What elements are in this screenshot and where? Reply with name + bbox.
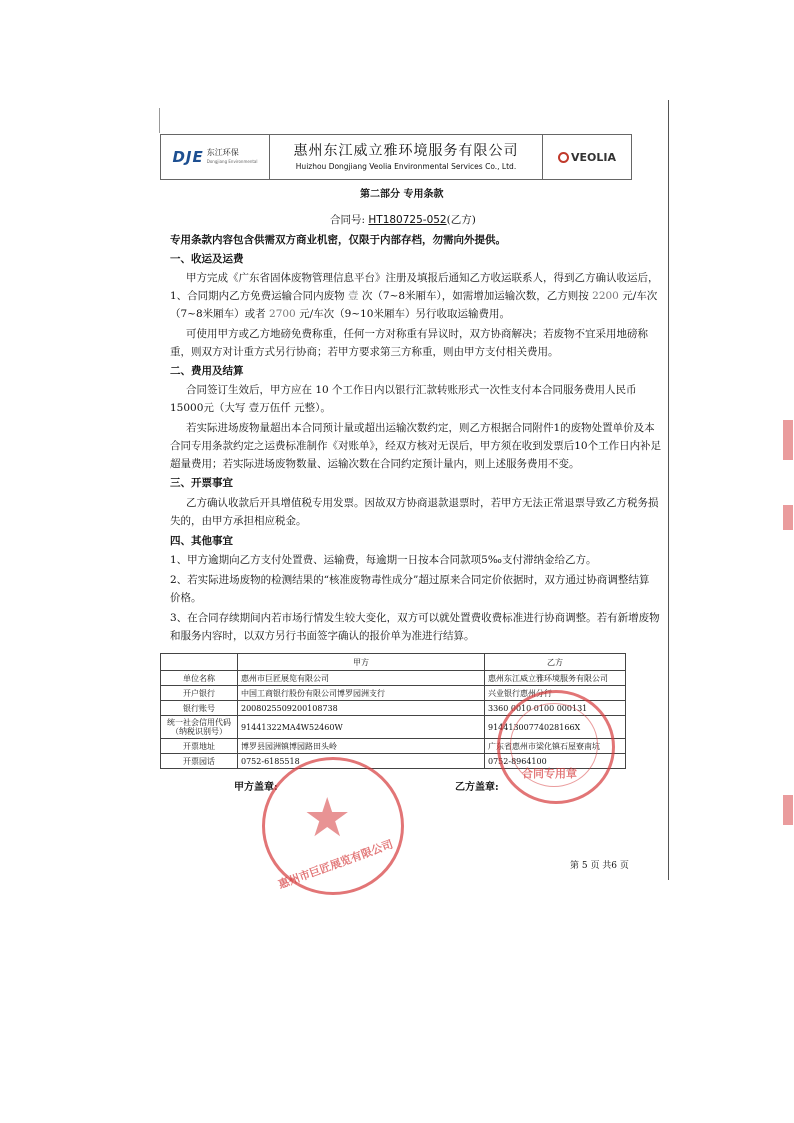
stamp-star-icon: ★ (303, 786, 352, 849)
section-title: 一、收运及运费 (170, 253, 244, 265)
company-name-en: Huizhou Dongjiang Veolia Environmental Services Co., Ltd. (295, 162, 517, 171)
paragraph-line: 重，则双方对计重方式另行协商；若甲方要求第三方称重，则由甲方支付相关费用。 (170, 346, 559, 358)
party-a-seal-label: 甲方盖章: (234, 782, 278, 793)
section-title: 三、开票事宜 (170, 477, 233, 489)
paragraph-line: 若实际进场废物量超出本合同预计量或超出运输次数约定，则乙方根据合同附件1的废物处置单价及本 (186, 422, 655, 434)
party-a-value: 中国工商银行股份有限公司博罗园洲支行 (238, 686, 485, 701)
part-title: 第二部分 专用条款 (360, 189, 444, 200)
row-label: 开票园话 (161, 754, 238, 769)
row-label: 开票地址 (161, 739, 238, 754)
row-label: 银行账号 (161, 701, 238, 716)
table-row (161, 671, 626, 686)
party-b-seal-label: 乙方盖章: (455, 782, 499, 793)
section-title: 二、费用及结算 (170, 365, 244, 377)
paragraph-line: 和服务内容时，以双方另行书面签字确认的报价单为准进行结算。 (170, 630, 475, 642)
paragraph-line: 合同签订生效后，甲方应在 10 个工作日内以银行汇款转账形式一次性支付本合同服务费用人民币 (186, 384, 637, 396)
party-a-value: 0752-6185518 (238, 754, 485, 769)
paragraph-line: 合同专用条款约定之运费标准制作《对账单》，经双方核对无误后，甲方须在收到发票后10个工作日内补足 (170, 440, 662, 452)
party-b-value: 广东省惠州市梁化镇石屋寮南坑 (485, 739, 626, 754)
table-header-row (161, 654, 626, 671)
row-label: 单位名称 (161, 671, 238, 686)
confidential-notice: 专用条款内容包含供需双方商业机密，仅限于内部存档，勿需向外提供。 (170, 234, 506, 246)
dje-logo (161, 135, 270, 179)
party-b-value: 兴业银行惠州分行 (485, 686, 626, 701)
party-a-company-stamp (262, 757, 404, 895)
paragraph-line: 可使用甲方或乙方地磅免费称重，任何一方对称重有异议时，双方协商解决；若废物不宜采用地磅称 (186, 328, 648, 340)
scan-edge-right (668, 100, 669, 880)
party-b-value: 91441300774028166X (485, 716, 626, 739)
table-header-party-a: 甲方 (238, 654, 485, 671)
paragraph-line: 1、合同期内乙方免费运输合同内废物 壹 次（7~8米厢车），如需增加运输次数，乙方则按 2200 元/车次 (170, 290, 658, 302)
paragraph-line: （7~8米厢车）或者 2700 元/车次（9~10米厢车）另行收取运输费用。 (170, 308, 510, 320)
scan-mark (783, 795, 793, 825)
party-b-value: 惠州东江威立雅环境服务有限公司 (485, 671, 626, 686)
page-number: 第 5 页 共6 页 (570, 861, 629, 871)
dje-logo-text: DJE (172, 148, 204, 166)
paragraph-line: 乙方确认收款后开具增值税专用发票。因故双方协商退款退票时，若甲方无法正常退票导致乙方税务损 (186, 497, 659, 509)
contract-number: 合同号: HT180725-052(乙方) (330, 214, 476, 226)
letterhead (160, 134, 632, 180)
company-name-cn: 惠州东江威立雅环境服务有限公司 (293, 143, 519, 159)
paragraph-line: 价格。 (170, 592, 202, 604)
scan-mark (783, 420, 793, 460)
company-name (270, 135, 542, 179)
scan-edge-left (159, 108, 160, 133)
stamp-b-text: 合同专用章 (522, 767, 577, 780)
stamp-a-text: 惠州市巨匠展览有限公司 (276, 837, 395, 892)
section-title: 四、其他事宜 (170, 535, 233, 547)
row-label: 统一社会信用代码（纳税识别号） (161, 716, 238, 739)
paragraph-line: 1、甲方逾期向乙方支付处置费、运输费，每逾期一日按本合同款项5‰支付滞纳金给乙方。 (170, 554, 597, 566)
party-b-contract-stamp (497, 690, 615, 804)
dje-logo-cn: 东江环保 Dongjiang Environmental (206, 148, 258, 164)
table-header-empty (161, 654, 238, 671)
party-a-value: 博罗县园洲镇博园路田头岭 (238, 739, 485, 754)
paragraph-line: 甲方完成《广东省固体废物管理信息平台》注册及填报后通知乙方收运联系人，得到乙方确认收运后， (186, 272, 659, 284)
paragraph-line: 超量费用；若实际进场废物数量、运输次数在合同约定预计量内，则上述服务费用不变。 (170, 458, 580, 470)
row-label: 开户银行 (161, 686, 238, 701)
party-a-value: 惠州市巨匠展览有限公司 (238, 671, 485, 686)
paragraph-line: 15000元（大写 壹万伍仟 元整）。 (170, 402, 331, 414)
paragraph-line: 3、在合同存续期间内若市场行情发生较大变化，双方可以就处置费收费标准进行协商调整。若有新增废物 (170, 612, 660, 624)
party-a-value: 91441322MA4W52460W (238, 716, 485, 739)
party-b-value: 0752-8964100 (485, 754, 626, 769)
party-b-value: 3360 0010 0100 000131 (485, 701, 626, 716)
table-header-party-b: 乙方 (485, 654, 626, 671)
paragraph-line: 2、若实际进场废物的检测结果的“核准废物毒性成分”超过原来合同定价依据时，双方通过协商调整结算 (170, 574, 650, 586)
scan-mark (783, 505, 793, 530)
veolia-icon (558, 152, 569, 163)
veolia-logo: VEOLIA (542, 135, 631, 179)
party-a-value: 2008025509200108738 (238, 701, 485, 716)
paragraph-line: 失的，由甲方承担相应税金。 (170, 515, 307, 527)
